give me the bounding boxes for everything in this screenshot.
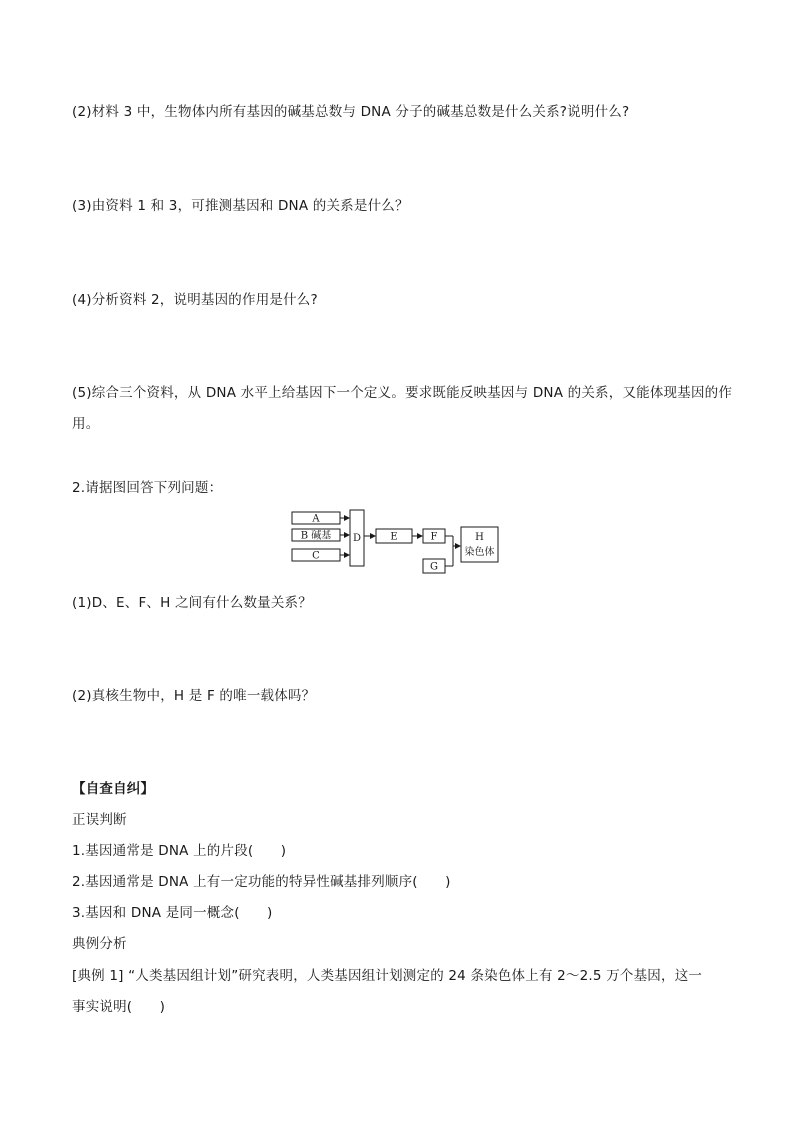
self-check-heading: 【自查自纠】 bbox=[72, 781, 155, 797]
section-2-question-1: (1)D、E、F、H 之间有什么数量关系？ bbox=[72, 595, 312, 611]
question-4: (4)分析资料 2，说明基因的作用是什么? bbox=[72, 292, 318, 308]
question-5-line-2: 用。 bbox=[72, 416, 100, 432]
label-b: B 碱基 bbox=[300, 530, 332, 542]
example-1-line-2: 事实说明( ) bbox=[72, 999, 166, 1015]
label-g: G bbox=[430, 561, 438, 573]
question-2: (2)材料 3 中，生物体内所有基因的碱基总数与 DNA 分子的碱基总数是什么关系?说明什么? bbox=[72, 104, 630, 120]
judge-item-3: 3.基因和 DNA 是同一概念( ) bbox=[72, 905, 273, 921]
label-h-chromosome: 染色体 bbox=[464, 547, 495, 558]
section-2-title: 2.请据图回答下列问题： bbox=[72, 480, 223, 496]
label-h: H bbox=[475, 532, 484, 543]
example-1-line-1: [典例 1] “人类基因组计划”研究表明，人类基因组计划测定的 24 条染色体上有 2～2.5 万个基因，这一 bbox=[72, 968, 703, 984]
judge-item-2: 2.基因通常是 DNA 上有一定功能的特异性碱基排列顺序( ) bbox=[72, 874, 451, 890]
section-2-question-2: (2)真核生物中，H 是 F 的唯一载体吗？ bbox=[72, 688, 316, 704]
label-e: E bbox=[390, 531, 398, 543]
question-5-line-1: (5)综合三个资料，从 DNA 水平上给基因下一个定义。要求既能反映基因与 DNA 的关系，又能体现基因的作 bbox=[72, 385, 733, 401]
judge-item-1: 1.基因通常是 DNA 上的片段( ) bbox=[72, 843, 287, 859]
label-a: A bbox=[312, 513, 320, 525]
question-3: (3)由资料 1 和 3，可推测基因和 DNA 的关系是什么？ bbox=[72, 198, 409, 214]
judge-title: 正误判断 bbox=[72, 812, 127, 828]
label-d: D bbox=[352, 533, 362, 544]
label-f: F bbox=[430, 531, 438, 543]
example-title: 典例分析 bbox=[72, 936, 127, 952]
label-c: C bbox=[312, 550, 320, 562]
gene-relationship-diagram bbox=[288, 506, 502, 578]
